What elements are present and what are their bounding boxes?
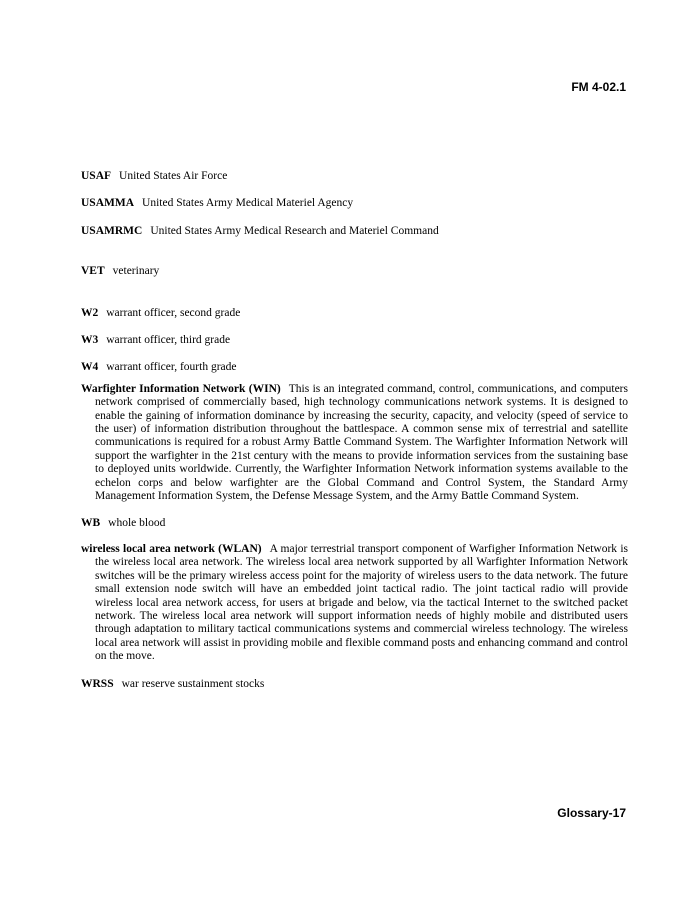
glossary-term: WRSS [81,677,114,690]
glossary-term: W2 [81,306,99,319]
glossary-term: WB [81,516,101,529]
glossary-definition: United States Army Medical Research and Materiel Command [150,224,439,237]
glossary-entry-w2 [81,307,628,320]
glossary-entry-vet [81,265,628,278]
glossary-term: wireless local area network (WLAN) [81,542,262,555]
glossary-entry-w4 [81,361,628,374]
glossary-definition: This is an integrated command, control, communications, and computers network comprised of commercially based, high technology communications network systems. It is designed to enable the gaining of information dominance by increasing the security, capacity, and velocity (speed of service to the user) of information distribution throughout the battlespace. A common sense mix of terrestrial and satellite communications is required for a robust Army Battle Command System. The Warfighter Information Network will support the warfighter in the 21st century with the means to provide information services from the sustaining base to deployed units worldwide. Currently, the Warfighter Information Network information systems available to the echelon corps and below warfighter are the Global Command and Control System, the Standard Army Management Information System, the Defense Message System, and the Army Battle Command System. [95,382,628,503]
glossary-entry-usamrmc [81,225,628,238]
glossary-term: W4 [81,361,99,374]
glossary-entry-wlan [81,543,628,664]
glossary-definition: war reserve sustainment stocks [121,677,265,690]
glossary-list [81,170,628,691]
glossary-entry-win [81,383,628,504]
glossary-entry-wb [81,517,628,530]
glossary-definition: warrant officer, third grade [106,334,231,347]
glossary-definition: A major terrestrial transport component of Warfigher Information Network is the wireless local area network. The wireless local area network supported by all Warfighter Information Network switches will be the primary wireless access point for the majority of wireless users to the data network. The future small extension node switch will have an embedded joint tactical radio. The joint tactical radio will provide wireless local area network access, for users at brigade and below, via the tactical Internet to the switched packet network. The wireless local area network will support information needs of highly mobile and distributed users through adaptation to military tactical communications systems and commercial wireless technology. The wireless local area network will assist in providing mobile and flexible command posts and enhancing command and control on the move. [95,542,628,663]
page-number-footer: Glossary-17 [557,806,626,820]
glossary-term: USAF [81,170,112,182]
glossary-entry-usamma [81,197,628,210]
glossary-term: W3 [81,334,99,347]
document-id-header: FM 4-02.1 [571,80,626,94]
glossary-entry-wrss [81,678,628,691]
glossary-definition: veterinary [112,265,160,278]
glossary-definition: United States Air Force [119,170,228,182]
glossary-definition: United States Army Medical Materiel Agency [142,197,354,210]
glossary-term: USAMRMC [81,224,143,237]
glossary-definition: whole blood [108,516,166,529]
glossary-entry-w3 [81,334,628,347]
glossary-term: VET [81,265,105,278]
glossary-term: USAMMA [81,197,135,210]
glossary-definition: warrant officer, fourth grade [106,361,237,374]
glossary-term: Warfighter Information Network (WIN) [81,382,281,395]
glossary-definition: warrant officer, second grade [106,306,241,319]
glossary-entry-usaf [81,170,628,183]
